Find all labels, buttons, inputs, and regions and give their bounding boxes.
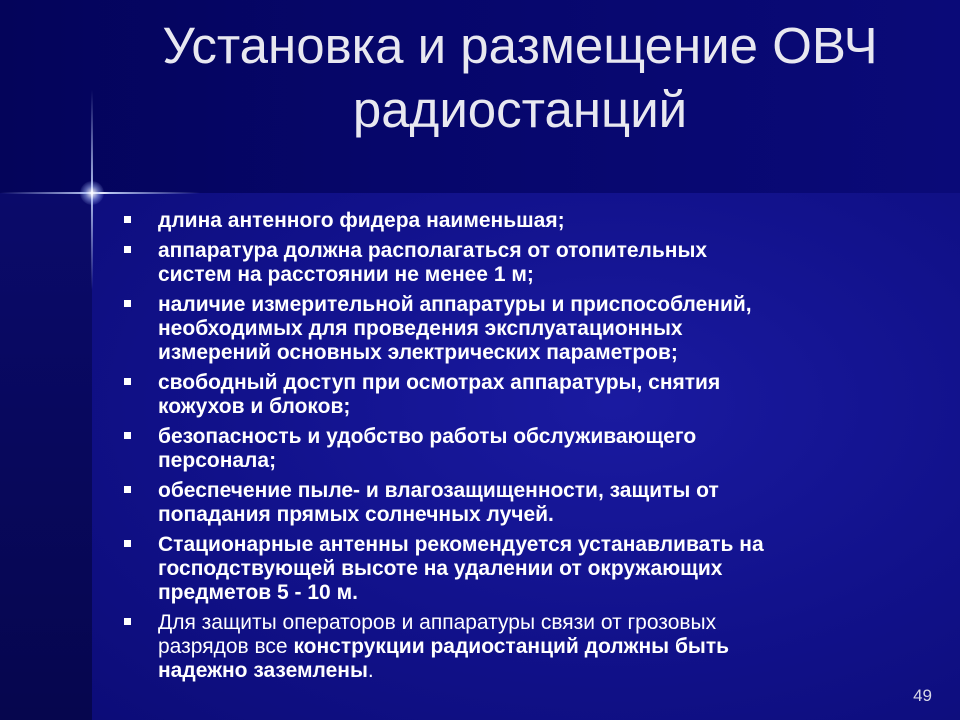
bullet-square-icon (124, 486, 131, 493)
list-item-line: систем на расстоянии не менее 1 м; (158, 263, 534, 286)
bullet-list (122, 209, 922, 689)
list-item-line: попадания прямых солнечных лучей. (158, 503, 554, 526)
list-item-line: наличие измерительной аппаратуры и приспособлений, (158, 293, 752, 316)
bullet-square-icon (124, 378, 131, 385)
list-item-line: свободный доступ при осмотрах аппаратуры, снятия (158, 371, 721, 394)
sparkle-star-icon (80, 181, 104, 205)
list-item-line: Стационарные антенны рекомендуется устанавливать на (158, 533, 764, 556)
list-item-text-bold: надежно заземлены (158, 659, 368, 682)
list-item-text-plain: . (367, 659, 374, 682)
list-item (122, 533, 922, 605)
list-item (122, 239, 922, 287)
page-number: 49 (913, 686, 932, 705)
list-item (122, 611, 922, 683)
list-item (122, 479, 922, 527)
list-item-line: аппаратура должна располагаться от отопительных (158, 239, 708, 262)
list-item-line: безопасность и удобство работы обслуживающего (158, 425, 697, 448)
slide-title-line-1: Установка и размещение ОВЧ (162, 17, 878, 74)
slide-title (100, 14, 940, 142)
list-item-line: длина антенного фидера наименьшая; (158, 209, 565, 232)
list-item-line: необходимых для проведения эксплуатационных (158, 317, 683, 340)
bullet-square-icon (124, 540, 131, 547)
list-item-text-plain: разрядов все (158, 635, 294, 658)
list-item-line: Для защиты операторов и аппаратуры связи от грозовых (158, 611, 717, 634)
left-band-background (0, 193, 92, 720)
list-item (122, 293, 922, 365)
list-item-line: предметов 5 - 10 м. (158, 581, 358, 604)
bullet-square-icon (124, 432, 131, 439)
list-item (122, 209, 922, 233)
bullet-square-icon (124, 216, 131, 223)
list-item-line: господствующей высоте на удалении от окружающих (158, 557, 723, 580)
list-item-line: обеспечение пыле- и влагозащищенности, защиты от (158, 479, 719, 502)
list-item-line: измерений основных электрических параметров; (158, 341, 678, 364)
list-item-line: персонала; (158, 449, 277, 472)
bullet-square-icon (124, 246, 131, 253)
list-item-line: кожухов и блоков; (158, 395, 351, 418)
slide-title-line-2: радиостанций (352, 81, 688, 138)
bullet-square-icon (124, 618, 131, 625)
list-item (122, 425, 922, 473)
list-item (122, 371, 922, 419)
list-item-text-bold: конструкции радиостанций должны быть (293, 635, 730, 658)
bullet-square-icon (124, 300, 131, 307)
